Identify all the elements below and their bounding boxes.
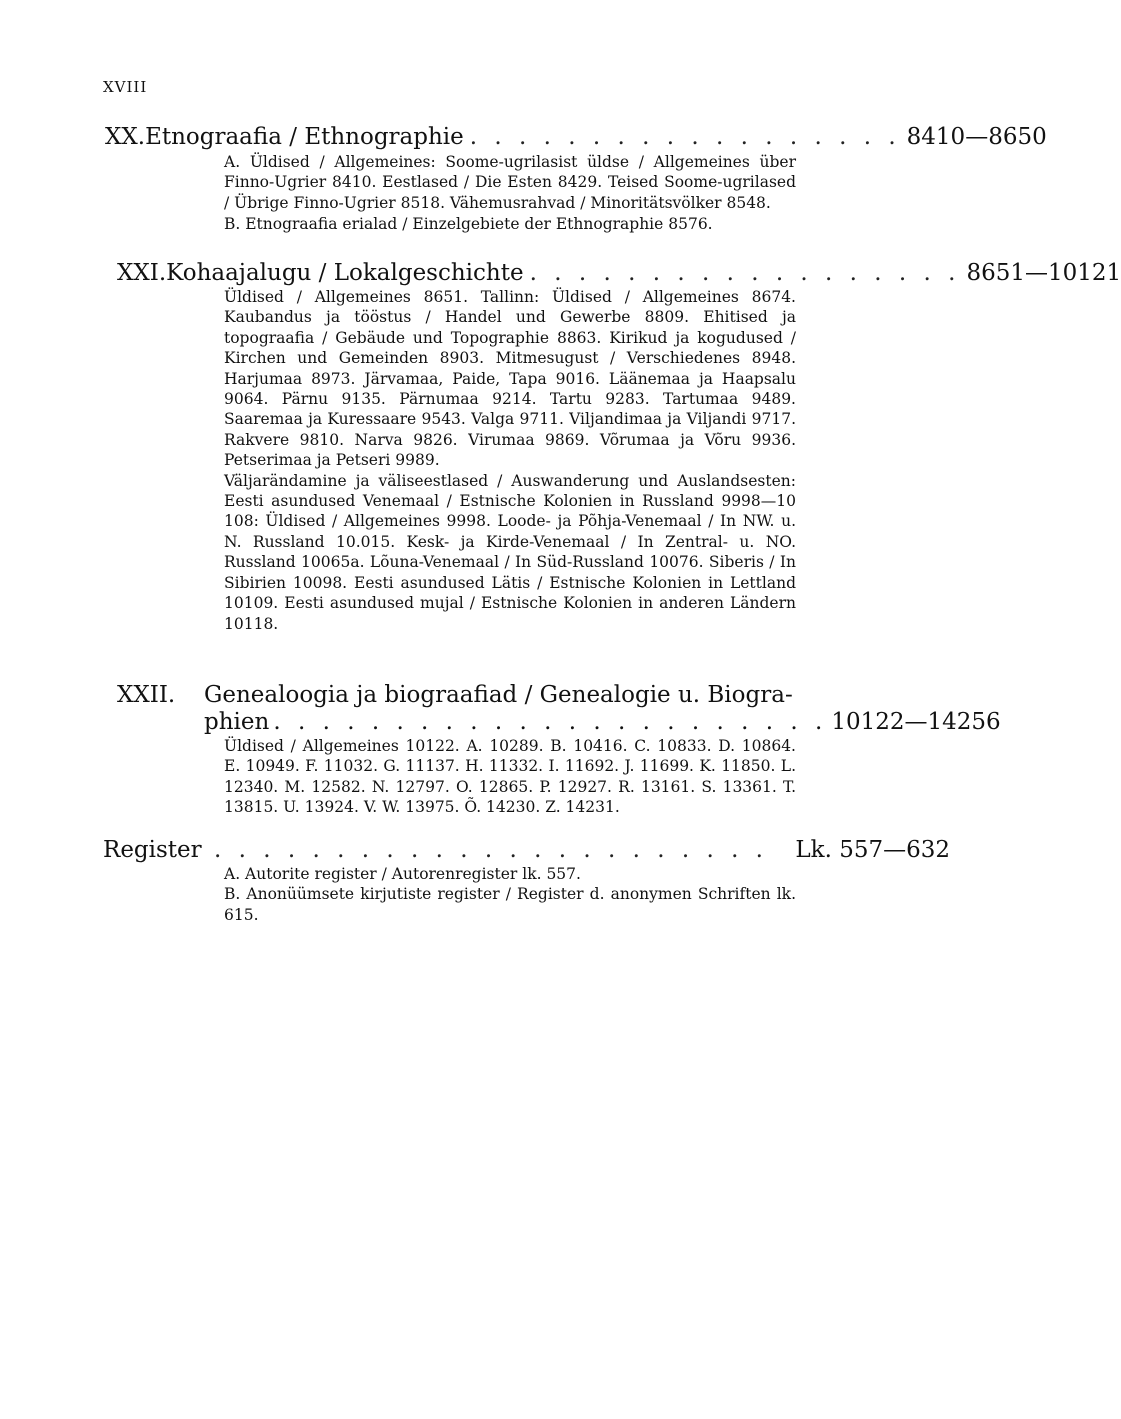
section-body-xx [224,152,796,235]
section-title: Kohaajalugu / Lokalgeschichte [166,260,524,286]
section-number: XXII. [117,682,176,708]
section-heading-xx [105,122,1047,152]
section-number: XX. [105,124,146,150]
section-range: 10122—14256 [831,709,1001,735]
section-body-xxi [224,287,796,634]
section-heading-register [103,835,950,865]
section-title: Etnograafia / Ethnographie [145,124,464,150]
section-range: 8651—10121 [966,260,1121,286]
section-body-xxii [224,736,796,818]
section-body-register [224,864,796,925]
section-range: 8410—8650 [906,124,1047,150]
section-paragraph: Üldised / Allgemeines 8651. Tallinn: Üldised / Allgemeines 8674. Kaubandus ja tööstus / Handel und Gewerbe 8809. Ehitised ja topograafia / Gebäude und Topographie 8863. Kirikud ja kogudused / Kirchen und Gemeinden 8903. Mitmesugust / Verschiedenes 8948. Harjumaa 8973. Järvamaa, Paide, Tapa 9016. Läänemaa ja Haapsalu 9064. Pärnu 9135. Pärnumaa 9214. Tartu 9283. Tartumaa 9489. Saaremaa ja Kuressaare 9543. Valga 9711. Viljandimaa ja Viljandi 9717. Rakvere 9810. Narva 9826. Virumaa 9869. Võrumaa ja Võru 9936. Petserimaa ja Petseri 9989. [224,288,796,470]
section-number: XXI. [117,260,167,286]
section-paragraph: Üldised / Allgemeines 10122. A. 10289. B. 10416. C. 10833. D. 10864. E. 10949. F. 11032. G. 11137. H. 11332. I. 11692. J. 11699. K. 11850. L. 12340. M. 12582. N. 12797. O. 12865. P. 12927. R. 13161. S. 13361. T. 13815. U. 13924. V. W. 13975. Õ. 14230. Z. 14231. [224,737,796,817]
dot-leader: . . . . . . . . . . . . . . . . . . [469,124,901,150]
section-range: Lk. 557—632 [795,837,950,863]
page-number: XVIII [103,78,148,96]
section-heading-xxi [117,258,1121,288]
section-paragraph: B. Anonüümsete kirjutiste register / Register d. anonymen Schriften lk. 615. [224,885,796,924]
section-paragraph: B. Etnograafia erialad / Einzelgebiete der Ethnographie 8576. [224,215,713,234]
section-heading-xxii-continued [204,707,1001,737]
dot-leader: . . . . . . . . . . . . . . . . . . [529,260,961,286]
section-paragraph: A. Autorite register / Autorenregister lk. 557. [224,865,581,883]
section-paragraph: A. Üldised / Allgemeines: Soome-ugrilasist üldse / Allgemeines über Finno-Ugrier 8410. Eestlased / Die Esten 8429. Teised Soome-ugrilased / Übrige Finno-Ugrier 8518. Vähemusrahvad / Minoritätsvölker 8548. [224,153,796,212]
section-heading-xxii [117,680,950,710]
section-paragraph: Väljarändamine ja väliseestlased / Auswanderung und Auslandsesten: Eesti asundused Venemaal / Estnische Kolonien in Russland 9998—10 108: Üldised / Allgemeines 9998. Loode- ja Põhja-Venemaal / In NW. u. N. Russland 10.015. Kesk- ja Kirde-Venemaal / In Zentral- u. NO. Russland 10065a. Lõuna-Venemaal / In Süd-Russland 10076. Siberis / In Sibirien 10098. Eesti asundused Lätis / Estnische Kolonien in Lettland 10109. Eesti asundused mujal / Estnische Kolonien in anderen Ländern 10118. [224,471,796,633]
section-title-continued: phien [204,709,270,735]
dot-leader: . . . . . . . . . . . . . . . . . . . . . . . [214,837,768,863]
section-title: Genealoogia ja biograafiad / Genealogie u. Biogra- [204,682,793,708]
dot-leader: . . . . . . . . . . . . . . . . . . . . . . . [273,709,828,735]
section-title: Register [103,837,202,863]
